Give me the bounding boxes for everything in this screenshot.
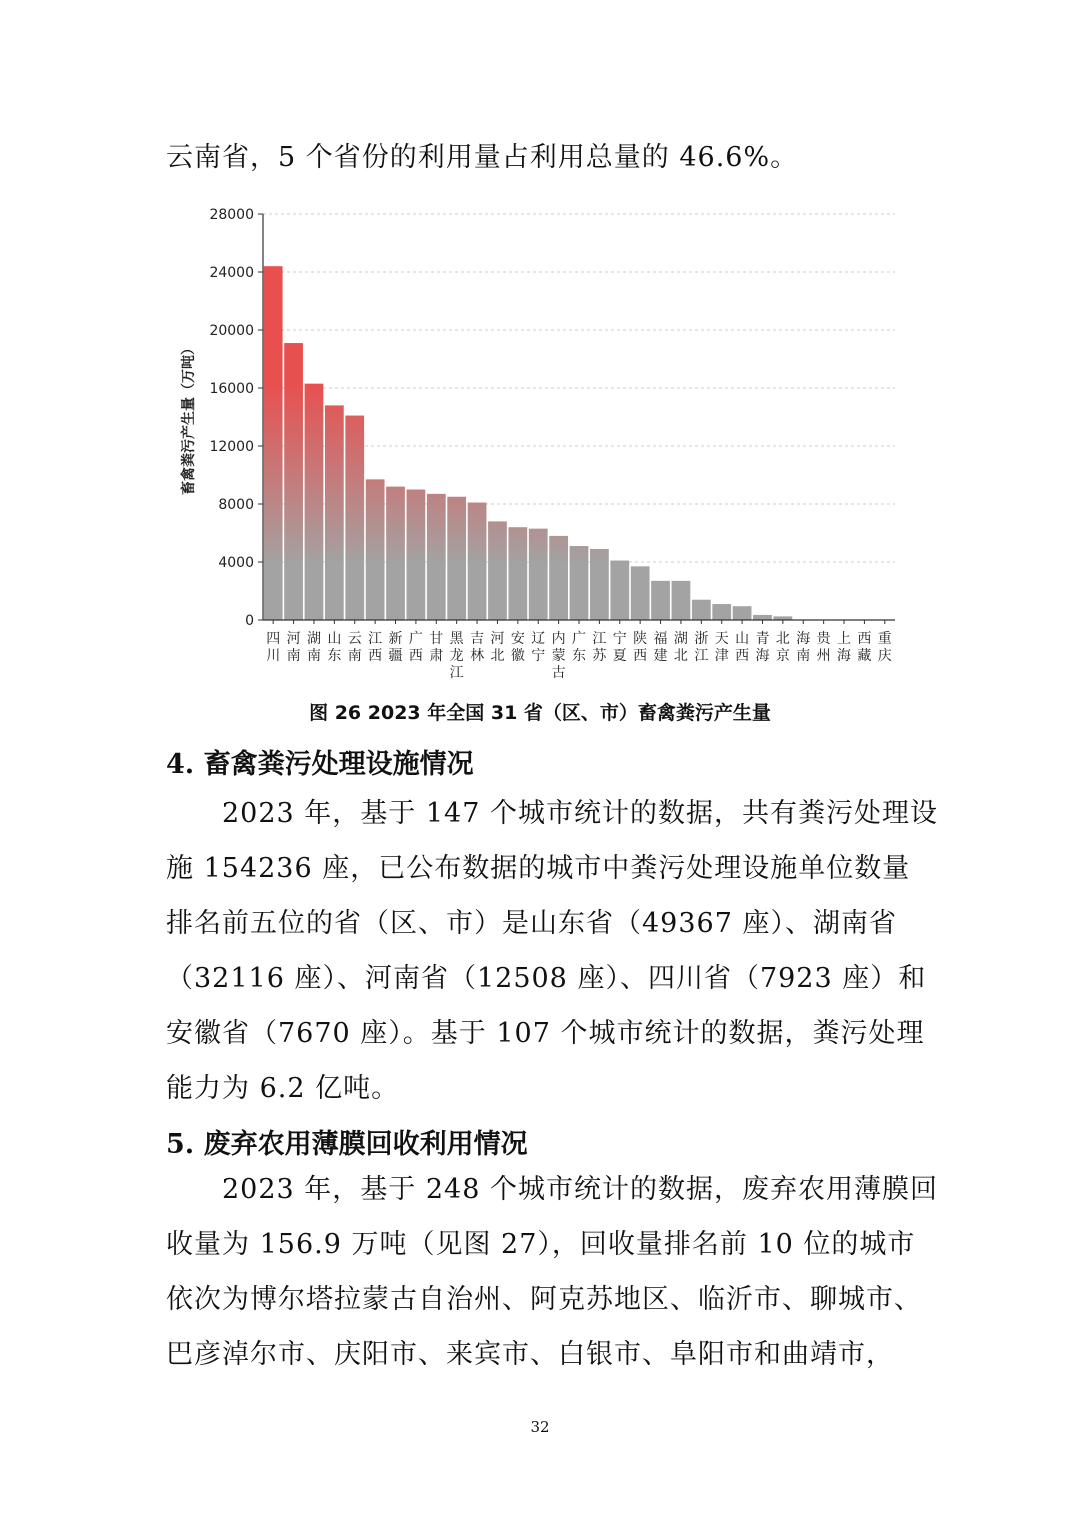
x-tick-label: 辽宁: [531, 631, 546, 664]
x-tick-label: 青海: [755, 631, 770, 664]
paragraph-line: 安徽省（7670 座）。基于 107 个城市统计的数据，粪污处理: [166, 1018, 925, 1049]
section-4-heading: 4. 畜禽粪污处理设施情况: [166, 749, 474, 780]
bar: [345, 416, 364, 620]
x-tick-label: 福建: [653, 631, 668, 664]
section-5-paragraph: [166, 1162, 938, 1382]
section-4-paragraph: [166, 786, 938, 1116]
bar: [753, 615, 772, 620]
bar: [570, 546, 589, 620]
x-tick-label: 新疆: [388, 631, 403, 664]
intro-line: 云南省，5 个省份的利用量占利用总量的 46.6%。: [166, 142, 799, 173]
paragraph-line: 收量为 156.9 万吨（见图 27），回收量排名前 10 位的城市: [166, 1229, 916, 1260]
bar-chart: [160, 198, 920, 698]
paragraph-line: 巴彦淖尔市、庆阳市、来宾市、白银市、阜阳市和曲靖市，: [166, 1339, 894, 1370]
y-axis-label: 畜禽粪污产生量（万吨）: [181, 341, 197, 495]
y-tick-label: 8000: [218, 497, 254, 513]
bar: [672, 581, 691, 620]
bar: [651, 581, 670, 620]
y-tick-label: 4000: [218, 555, 254, 571]
y-tick-label: 24000: [209, 265, 254, 281]
x-tick-label: 海南: [796, 631, 811, 664]
x-tick-label: 湖北: [673, 631, 688, 664]
section-5-heading: 5. 废弃农用薄膜回收利用情况: [166, 1129, 528, 1160]
x-tick-label: 广西: [408, 631, 423, 664]
bar: [447, 497, 466, 620]
x-tick-label: 甘肃: [429, 631, 444, 664]
x-tick-label: 宁夏: [612, 631, 627, 664]
x-tick-label: 内蒙古: [551, 631, 566, 681]
x-tick-label: 北京: [775, 631, 790, 664]
bar: [468, 503, 487, 620]
paragraph-line: 依次为博尔塔拉蒙古自治州、阿克苏地区、临沂市、聊城市、: [166, 1284, 922, 1315]
page-number: 32: [530, 1418, 550, 1436]
bar: [366, 479, 385, 620]
paragraph-line: 2023 年，基于 248 个城市统计的数据，废弃农用薄膜回: [222, 1174, 938, 1205]
bar: [264, 266, 283, 620]
x-tick-label: 河南: [286, 631, 301, 664]
bar-chart-svg: [160, 198, 920, 698]
x-tick-label: 四川: [266, 631, 281, 664]
y-tick-label: 12000: [209, 439, 254, 455]
x-tick-label: 吉林: [470, 631, 485, 664]
paragraph-line: 2023 年，基于 147 个城市统计的数据，共有粪污处理设: [222, 798, 938, 829]
x-tick-label: 山东: [327, 631, 342, 664]
x-tick-label: 湖南: [306, 631, 321, 664]
bar: [488, 521, 507, 620]
x-tick-label: 西藏: [857, 631, 872, 664]
bar: [284, 343, 303, 620]
x-tick-label: 上海: [837, 631, 852, 664]
figure-caption: 图 26 2023 年全国 31 省（区、市）畜禽粪污产生量: [309, 702, 771, 724]
paragraph-line: （32116 座）、河南省（12508 座）、四川省（7923 座）和: [166, 963, 927, 994]
paragraph-line: 能力为 6.2 亿吨。: [166, 1073, 400, 1104]
x-tick-label: 广东: [572, 631, 586, 664]
bar: [386, 487, 405, 620]
intro-paragraph: [166, 130, 916, 185]
bar: [529, 529, 548, 620]
bar: [692, 600, 711, 620]
bar: [712, 604, 731, 620]
paragraph-line: 排名前五位的省（区、市）是山东省（49367 座）、湖南省: [166, 908, 897, 939]
x-tick-label: 江西: [368, 631, 383, 664]
x-tick-label: 浙江: [694, 631, 709, 664]
y-tick-label: 28000: [209, 207, 254, 223]
x-tick-label: 天津: [714, 631, 729, 664]
x-tick-label: 河北: [490, 631, 505, 664]
x-tick-label: 安徽: [510, 631, 525, 664]
bar: [407, 490, 426, 621]
bar: [549, 536, 568, 620]
x-tick-label: 陕西: [633, 631, 648, 664]
x-tick-label: 黑龙江: [449, 631, 464, 681]
x-tick-label: 贵州: [816, 631, 831, 664]
x-tick-label: 云南: [347, 631, 362, 664]
bar: [427, 494, 446, 620]
paragraph-line: 施 154236 座，已公布数据的城市中粪污处理设施单位数量: [166, 853, 911, 884]
x-tick-label: 重庆: [877, 631, 892, 664]
y-tick-label: 16000: [209, 381, 254, 397]
y-tick-label: 20000: [209, 323, 254, 339]
bar: [733, 606, 752, 620]
bar: [590, 549, 609, 620]
bar: [610, 561, 629, 620]
bar: [508, 527, 527, 620]
x-tick-label: 江苏: [592, 631, 607, 664]
x-tick-label: 山西: [735, 631, 750, 664]
bar: [631, 566, 650, 620]
bar: [305, 384, 324, 620]
y-tick-label: 0: [245, 613, 254, 629]
bar: [325, 405, 344, 620]
